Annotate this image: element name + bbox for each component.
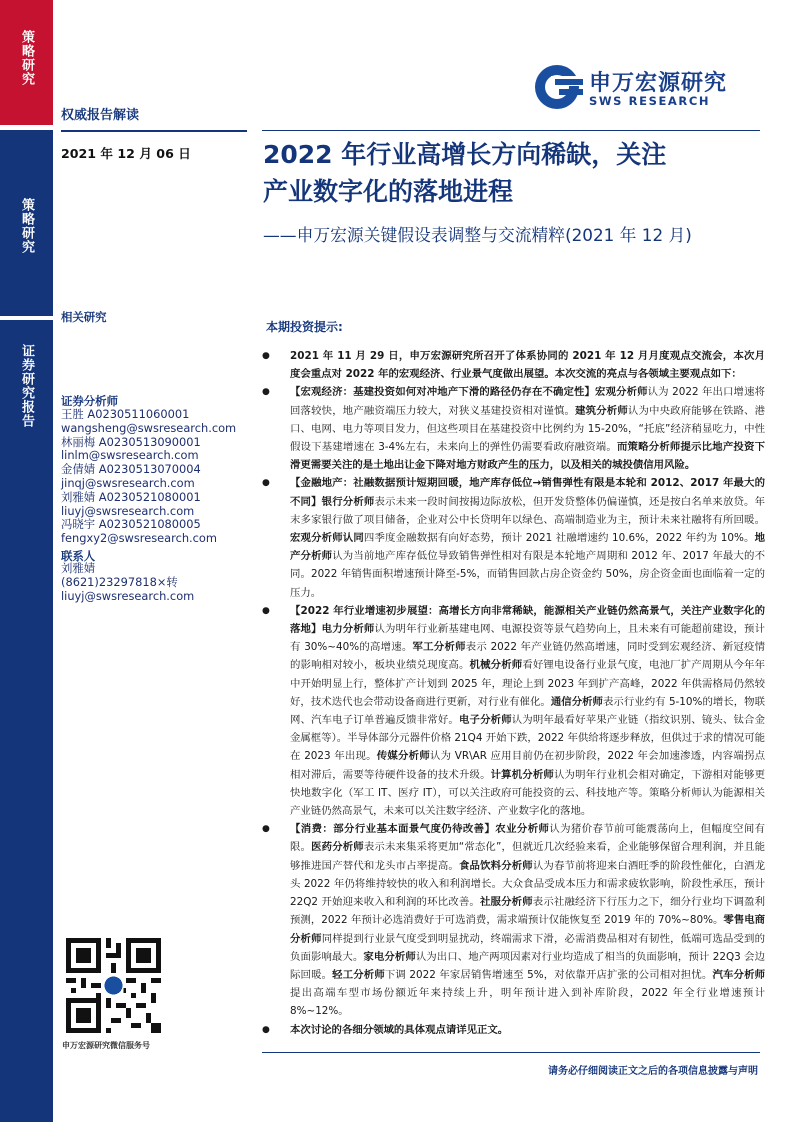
- side-tab-top-label: 策略研究: [19, 30, 34, 86]
- bullet-text: 建筑分析师: [575, 404, 628, 417]
- bullet-text: 【2022 年行业增速初步展望：高增长方向非常稀缺，能源相关产业链仍然高景气，关注产业数字化的落地】电力分析师: [290, 604, 765, 636]
- side-tab-middle: [0, 130, 53, 316]
- bullet-text: 【宏观经济：基建投资如何对冲地产下滑的路径仍存在不确定性】宏观分析师: [290, 386, 648, 399]
- analyst-line: 金倩婧 A0230513070004: [61, 462, 201, 477]
- bullet-text: 电子分析师: [458, 714, 512, 727]
- bullet-text: 家电分析师: [363, 950, 416, 963]
- bullet-item: [262, 820, 766, 1020]
- bullet-text: 下调 2022 年家居销售增速至 5%，对依靠开店扩张的公司相对担忧。: [384, 968, 713, 981]
- bullet-text: 表示 2022 年产业链仍然高增速，同时受到宏观经济、新冠疫情的影响相对较小，板块业绩兑现度高。: [290, 641, 766, 672]
- side-tab-middle-label: 策略研究: [19, 198, 34, 254]
- bullet-text: 认为中央政府能够在铁路、港口、电网、电力等项目发力，但这些项目在基建投资中比例约为 15-20%，“托底”经济稍显吃力，中性假设下基建增速在 3-4%左右，未来向上的弹性仍需要看政府融资端。: [290, 404, 766, 454]
- bullet-icon: ●: [262, 605, 270, 616]
- header-rule: [61, 130, 247, 132]
- contact-line: 刘雅婧: [61, 561, 96, 575]
- bullet-text: 认为明年行业新基建电网、电源投资等景气趋势向上，且未来有可能超前建设，预计有 30%~40%的高增速。: [290, 623, 766, 654]
- bullet-text: 食品饮料分析师: [458, 859, 533, 872]
- bullet-text: 同样提到行业景气度受到明显扰动，终端需求下滑，必需消费品相对有韧性，低端可选品受到的负面影响最大。: [290, 932, 766, 963]
- analyst-line: 冯晓宇 A0230521080005: [61, 517, 201, 532]
- bullet-text: 医药分析师: [311, 841, 364, 854]
- bullet-item: [262, 383, 766, 474]
- bullet-item: [262, 602, 766, 820]
- bullet-text: 认为 VR\AR 应用目前仍在初步阶段，2022 年会加速渗透，内容端拐点相对滞后，需要等待硬件设备的技术升级。: [290, 750, 765, 781]
- bullet-text: 表示行业约有 5-10%的增长，物联网、汽车电子订单普遍反馈非常好。: [290, 695, 765, 727]
- bullet-text: 本次讨论的各细分领域的具体观点请详见正文。: [290, 1023, 509, 1036]
- bullet-icon: ●: [262, 387, 270, 398]
- logo-mark-icon: [533, 62, 585, 112]
- qr-caption: 申万宏源研究微信服务号: [62, 1041, 150, 1050]
- section-heading: 本期投资提示:: [266, 320, 343, 334]
- report-date: 2021 年 12 月 06 日: [61, 146, 191, 161]
- bullet-text: 表示未来一段时间按揭边际放松，但开发贷整体仍偏谨慎，还是按白名单来放贷。年末多家银行做了项目储备，企业对公中长贷明年以绿色、高端制造业为主，预计未来社融将有所回暖。: [290, 495, 766, 526]
- analyst-line[interactable]: liuyj@swsresearch.com: [61, 503, 195, 518]
- bullet-item: [262, 347, 765, 383]
- bullet-text: 认为当前地产库存低位导致销售弹性相对有限是本轮地产周期和 2012 年、2017 年最大的不同。2022 年销售面积增速预计降至-5%，而销售回款占房企资金约 50%，房企资金面也面临着一定的压力。: [290, 550, 766, 599]
- bullet-text: 而策略分析师提示比地产投资下滑更需要关注的是土地出让金下降对地方财政产生的压力，以及相关的城投债信用风险。: [290, 441, 765, 472]
- bullet-text: 认为猪价春节前可能震荡向上，但幅度空间有限。: [290, 823, 766, 854]
- bullet-list: [262, 347, 766, 1039]
- bullet-text: 军工分析师: [412, 641, 466, 654]
- analyst-line: 林丽梅 A0230513090001: [61, 434, 201, 449]
- bullet-text: 宏观分析师认同: [290, 532, 364, 545]
- contact-line[interactable]: liuyj@swsresearch.com: [61, 588, 195, 603]
- contact-list: [61, 562, 194, 603]
- bullet-icon: ●: [262, 824, 270, 835]
- bullet-text: 【金融地产：社融数据预计短期回暖，地产库存低位→销售弹性有限是本轮和 2012、2017 年最大的不同】银行分析师: [290, 477, 765, 508]
- analyst-list: [61, 408, 236, 546]
- analyst-line: 刘雅婧 A0230521080001: [61, 489, 201, 504]
- bullet-text: 通信分析师: [550, 695, 603, 708]
- bullet-text: 机械分析师: [469, 659, 523, 672]
- bullet-text: 看好锂电设备行业景气度，电池厂扩产周期从今年年中开始明显上行，整体扩产计划到 2025 年，理论上到 2023 年到扩产高峰，2022 年供需格局仍然较好，技术迭代也会带动设备商进行更新，对行业有催化。: [290, 659, 766, 708]
- side-tab-top: [0, 0, 53, 125]
- analyst-line[interactable]: fengxy2@swsresearch.com: [61, 531, 217, 546]
- bullet-text: 四季度金融数据有向好态势，预计 2021 社融增速约 10.6%，2022 年约为 10%。: [363, 532, 755, 545]
- bullet-text: 地产分析师: [290, 532, 765, 563]
- bullet-text: 认为春节前将迎来白酒旺季的阶段性催化，白酒龙头 2022 年仍将维持较快的收入和利润增长。大众食品受成本压力和需求疲软影响，阶段性承压，预计 22Q2 开始迎来收入和利润的环比改善。: [290, 859, 766, 909]
- qr-code: [66, 938, 161, 1033]
- bullet-item: [262, 1021, 765, 1039]
- analyst-line[interactable]: linlm@swsresearch.com: [61, 448, 199, 463]
- header-rule-right: [262, 130, 760, 131]
- bullet-text: 表示社融经济下行压力之下，细分行业均下调盈利预测，2022 年预计必选消费好于可选消费，需求端预计仅能恢复至 2019 年的 70%~80%。: [290, 896, 766, 927]
- bullet-text: 零售电商分析师: [290, 914, 765, 945]
- analyst-line: 王胜 A0230511060001: [61, 407, 190, 421]
- bullet-icon: ●: [262, 351, 270, 361]
- bullet-text: 表示未来集采将更加“常态化”，但就近几次经验来看，企业能够保留合理利润，并且能够推进国产替代和龙头市占率提高。: [290, 841, 766, 872]
- analyst-line[interactable]: wangsheng@swsresearch.com: [61, 420, 237, 435]
- title-line-2: 产业数字化的落地进程: [263, 177, 514, 206]
- bullet-text: 提出高端车型市场份额近年来持续上升，明年预计进入到补库阶段，2022 年全行业增速预计 8%~12%。: [290, 987, 765, 1018]
- bullet-text: 计算机分析师: [490, 768, 554, 781]
- bullet-text: 2021 年 11 月 29 日，申万宏源研究所召开了体系协同的 2021 年 12 月月度观点交流会，本次月度会重点对 2022 年的宏观经济、行业景气度做出展望。本次交流的亮点与各领域主要观点如下：: [290, 350, 765, 381]
- footer-rule: [262, 1052, 760, 1053]
- bullet-text: 【消费：部分行业基本面景气度仍待改善】农业分析师: [290, 823, 550, 836]
- side-tab-bottom-label: 证券研究报告: [19, 344, 34, 428]
- bullet-text: 汽车分析师: [712, 968, 765, 981]
- analyst-label: 证券分析师: [61, 394, 118, 408]
- title-line-1: 2022 年行业高增长方向稀缺，关注: [263, 140, 667, 169]
- related-research-label: 相关研究: [61, 310, 107, 324]
- analyst-line[interactable]: jinqj@swsresearch.com: [61, 475, 195, 490]
- bullet-item: [262, 474, 766, 601]
- bullet-icon: ●: [262, 1024, 270, 1035]
- logo: [533, 62, 753, 112]
- subtitle: ——申万宏源关键假设表调整与交流精粹(2021 年 12 月): [263, 225, 692, 245]
- footer-note: 请务必仔细阅读正文之后的各项信息披露与声明: [548, 1066, 758, 1077]
- logo-cn: 申万宏源研究: [589, 71, 728, 96]
- bullet-text: 社服分析师: [479, 896, 533, 909]
- section-label: 权威报告解读: [61, 108, 140, 123]
- bullet-text: 认为 2022 年出口增速将回落较快，地产融资端压力较大，对狭义基建投资相对谨慎。: [290, 386, 765, 417]
- bullet-text: 认为出口、地产两项因素对行业均造成了相当的负面影响，预计 22Q3 会边际回暖。: [290, 950, 766, 981]
- bullet-text: 认为明年最看好苹果产业链（指纹识别、镜头、钛合金金属框等）。半导体部分元器件价格 21Q4 开始下跌，2022 年供给将逐步释放，但供过于求的情况可能在 2023 年出现。: [290, 714, 766, 763]
- side-tab-bottom: [0, 320, 53, 1122]
- contact-label: 联系人: [61, 549, 96, 563]
- qr-code-icon: [66, 938, 161, 1033]
- logo-en: SWS RESEARCH: [589, 94, 711, 108]
- bullet-text: 传媒分析师: [376, 750, 430, 763]
- contact-line: (8621)23297818×转: [61, 574, 178, 589]
- bullet-text: 轻工分析师: [332, 968, 385, 981]
- bullet-icon: ●: [262, 478, 270, 489]
- bullet-text: 认为明年行业机会相对确定，下游相对能够更快地数字化（军工 IT、医疗 IT），可以关注政府可能投资的云、科技地产等。策略分析师认为能源相关产业链仍然高景气，未来可以关注数字经济、产业数字化的落地。: [290, 768, 765, 818]
